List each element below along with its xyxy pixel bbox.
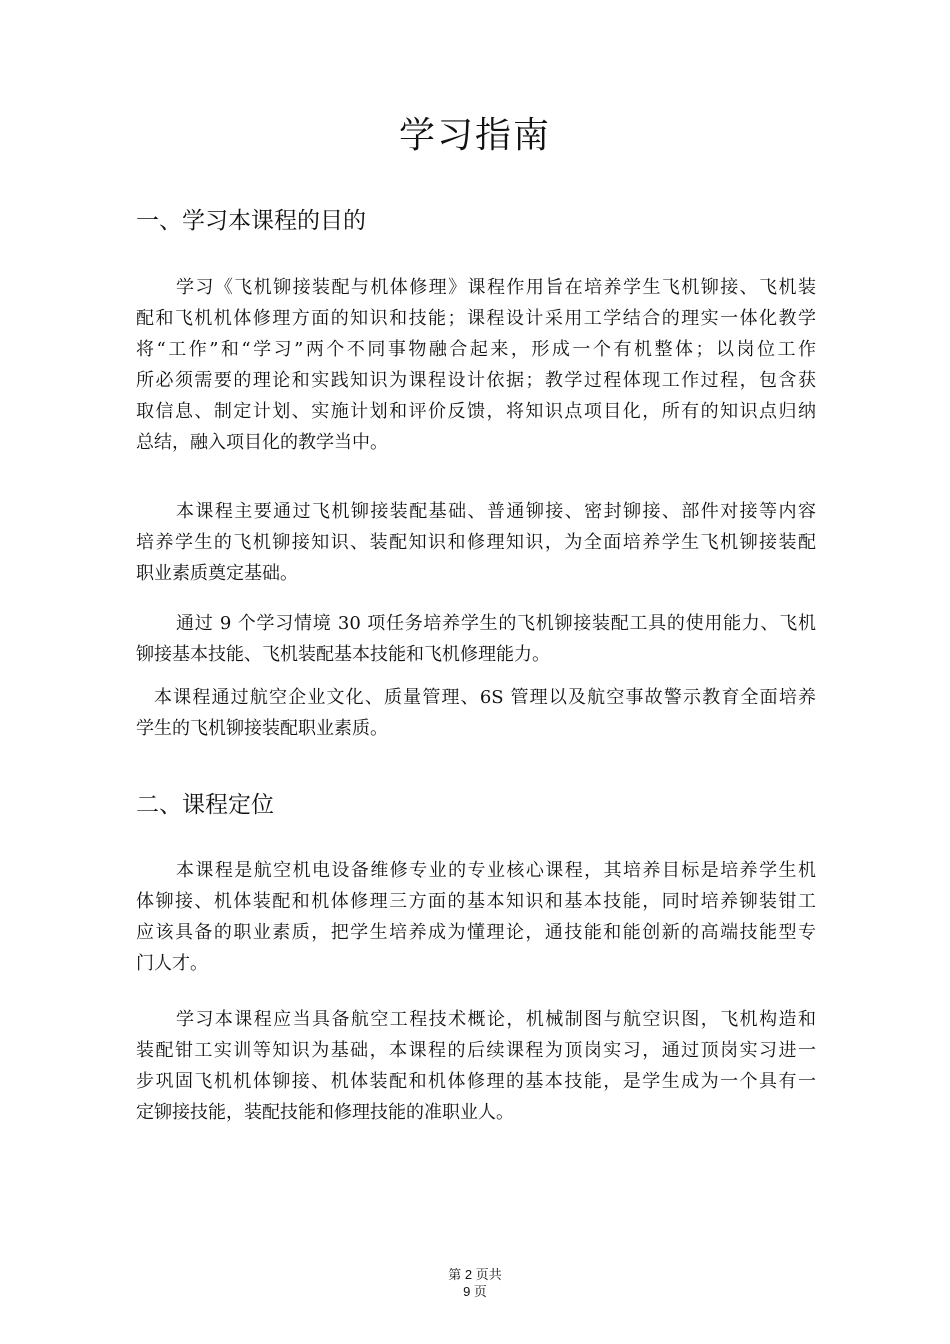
paragraph-line: 培养学生的飞机铆接知识、装配知识和修理知识，为全面培养学生飞机铆接装配 xyxy=(136,532,816,553)
paragraph-line: 将“工作”和“学习”两个不同事物融合起来，形成一个有机整体；以岗位工作 xyxy=(136,339,816,360)
paragraph-line: 装配钳工实训等知识为基础，本课程的后续课程为顶岗实习，通过顶岗实习进一 xyxy=(136,1040,816,1061)
paragraph-line: 门人才。 xyxy=(136,953,208,974)
paragraph-line: 总结，融入项目化的教学当中。 xyxy=(136,432,388,453)
page-number-label: 第 2 页共 xyxy=(448,1267,502,1282)
paragraph-line: 职业素质奠定基础。 xyxy=(136,563,298,584)
paragraph-purpose-2 xyxy=(136,496,816,589)
paragraph-line: 铆接基本技能、飞机装配基本技能和飞机修理能力。 xyxy=(136,644,550,665)
paragraph-line: 学习本课程应当具备航空工程技术概论，机械制图与航空识图，飞机构造和 xyxy=(176,1009,816,1030)
paragraph-line: 步巩固飞机机体铆接、机体装配和机体修理的基本技能，是学生成为一个具有一 xyxy=(136,1071,816,1092)
paragraph-line: 学习《飞机铆接装配与机体修理》课程作用旨在培养学生飞机铆接、飞机装 xyxy=(176,277,816,298)
paragraph-purpose-4 xyxy=(136,682,816,744)
paragraph-line: 学生的飞机铆接装配职业素质。 xyxy=(136,718,388,739)
paragraph-positioning-1 xyxy=(136,855,816,979)
section-heading-positioning: 二、课程定位 xyxy=(136,792,274,818)
paragraph-line: 本课程主要通过飞机铆接装配基础、普通铆接、密封铆接、部件对接等内容 xyxy=(176,501,816,522)
page-title: 学习指南 xyxy=(398,115,551,156)
paragraph-positioning-2 xyxy=(136,1004,816,1128)
paragraph-line: 本课程通过航空企业文化、质量管理、6S 管理以及航空事故警示教育全面培养 xyxy=(154,687,816,708)
paragraph-line: 本课程是航空机电设备维修专业的专业核心课程，其培养目标是培养学生机 xyxy=(176,860,816,881)
page-footer xyxy=(0,1266,950,1300)
paragraph-line: 配和飞机机体修理方面的知识和技能；课程设计采用工学结合的理实一体化教学 xyxy=(136,308,816,329)
paragraph-line: 取信息、制定计划、实施计划和评价反馈，将知识点项目化，所有的知识点归纳 xyxy=(136,401,816,422)
paragraph-line: 通过 9 个学习情境 30 项任务培养学生的飞机铆接装配工具的使用能力、飞机 xyxy=(176,613,816,634)
paragraph-line: 所必须需要的理论和实践知识为课程设计依据；教学过程体现工作过程，包含获 xyxy=(136,370,816,391)
page-total-label: 9 页 xyxy=(463,1284,487,1299)
paragraph-line: 应该具备的职业素质，把学生培养成为懂理论，通技能和能创新的高端技能型专 xyxy=(136,922,816,943)
section-heading-purpose: 一、学习本课程的目的 xyxy=(136,208,366,234)
paragraph-purpose-1 xyxy=(136,272,816,458)
paragraph-line: 定铆接技能，装配技能和修理技能的准职业人。 xyxy=(136,1102,514,1123)
paragraph-purpose-3 xyxy=(136,608,816,670)
paragraph-line: 体铆接、机体装配和机体修理三方面的基本知识和基本技能，同时培养铆装钳工 xyxy=(136,891,816,912)
